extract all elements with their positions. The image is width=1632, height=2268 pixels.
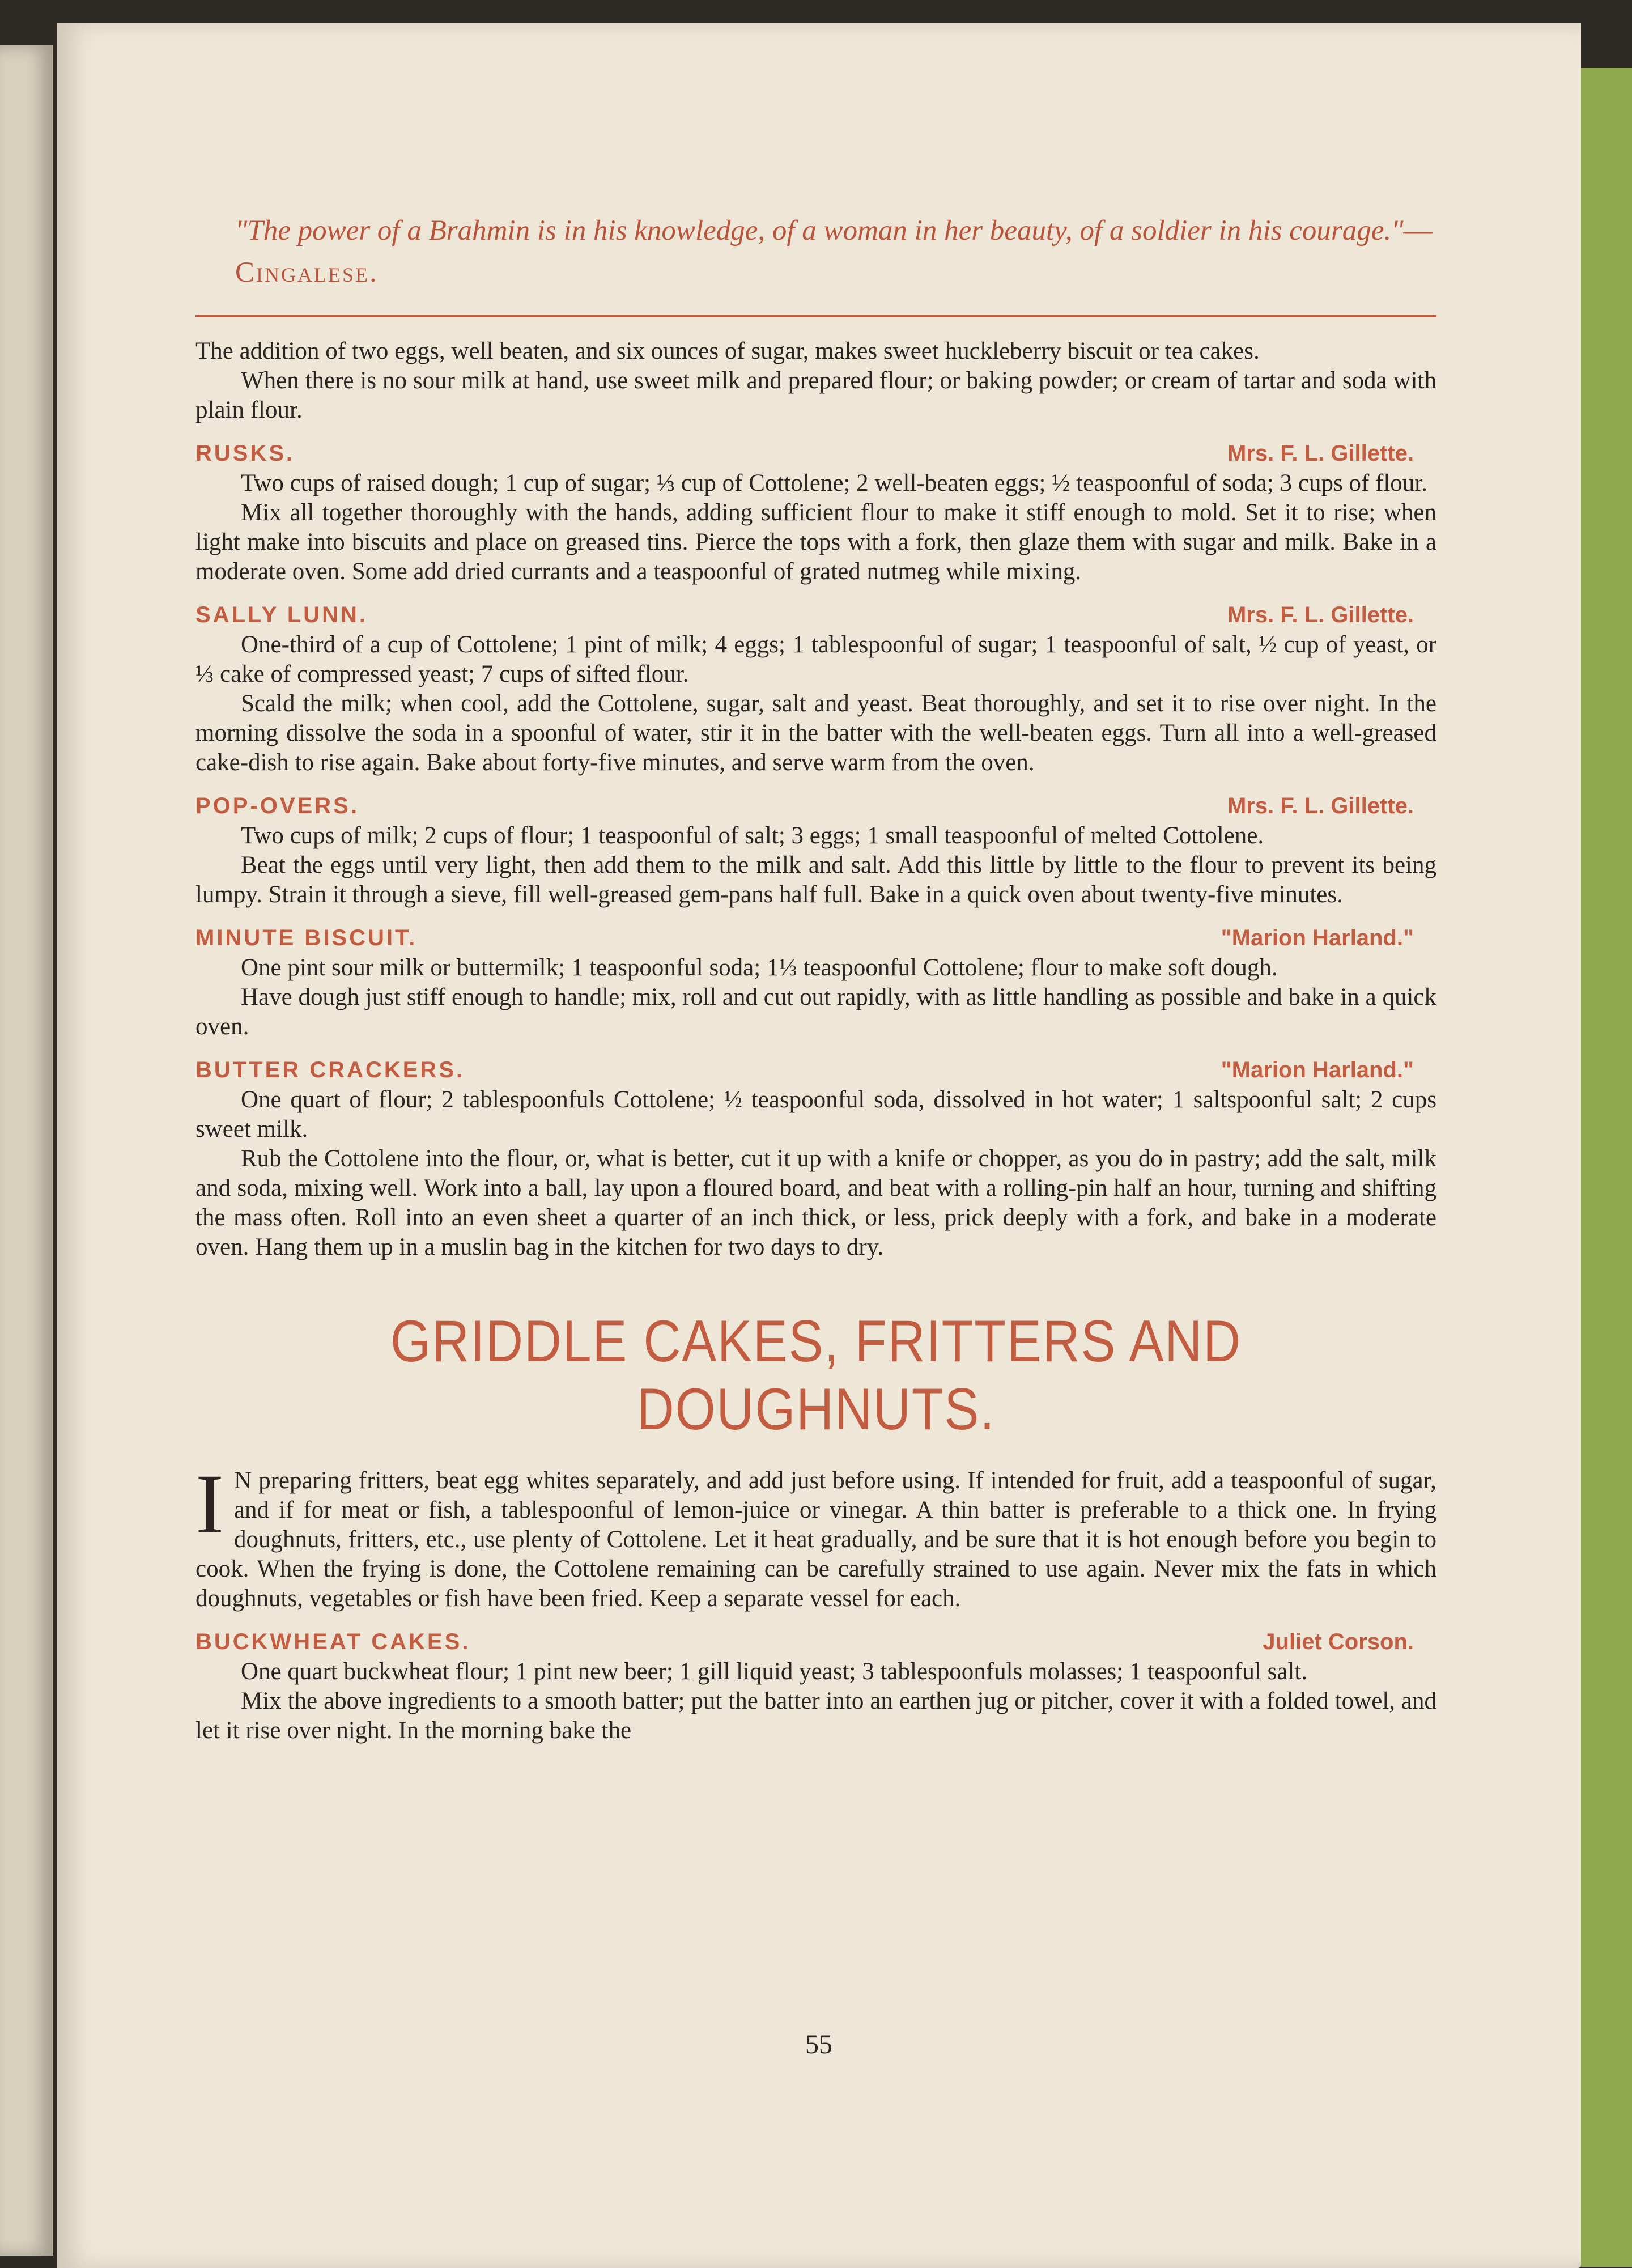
- recipe-ingredients: One pint sour milk or buttermilk; 1 teaspoonful soda; 1⅓ teaspoonful Cottolene; flour to make soft dough.: [241, 954, 1278, 981]
- recipe-author: Mrs. F. L. Gillette.: [1227, 793, 1414, 818]
- quote-attribution: —Cingalese.: [235, 215, 1434, 288]
- recipe-header: [196, 793, 1436, 819]
- recipe-directions: Mix the above ingredients to a smooth batter; put the batter into an earthen jug or pitcher, cover it with a folded towel, and let it rise over night. In the morning bake the: [196, 1688, 1436, 1744]
- section-intro-text: N preparing fritters, beat egg whites separately, and add just before using. If intended for fruit, add a teaspoonful of sugar, and if for meat or fish, a tablespoonful of lemon-juice or vinegar. A thin batter is preferable to a thick one. In frying doughnuts, fritters, etc., use plenty of Cottolene. Let it heat gradually, and be sure that it is hot enough before you begin to cook. When the frying is done, the Cottolene remaining can be carefully strained to use again. Never mix the fats in which doughnuts, vegetables or fish have been fried. Keep a separate vessel for each.: [196, 1467, 1436, 1612]
- recipe-directions: Mix all together thoroughly with the hands, adding sufficient flour to make it stiff enough to mold. Set it to rise; when light make into biscuits and place on greased tins. Pierce the tops with a fork, then glaze them with sugar and milk. Bake in a moderate oven. Some add dried currants and a teaspoonful of grated nutmeg while mixing.: [196, 499, 1436, 585]
- recipe-header: [196, 441, 1436, 466]
- recipe-author: Mrs. F. L. Gillette.: [1227, 441, 1414, 466]
- recipe-title: BUCKWHEAT CAKES.: [196, 1629, 471, 1654]
- recipe-directions: Rub the Cottolene into the flour, or, what is better, cut it up with a knife or chopper, as you do in pastry; add the salt, milk and soda, mixing well. Work into a ball, lay upon a floured board, and beat with a rolling-pin half an hour, turning and shifting the mass often. Roll into an even sheet a quarter of an inch thick, or less, prick deeply with a fork, and bake in a moderate oven. Hang them up in a muslin bag in the kitchen for two days to dry.: [196, 1145, 1436, 1260]
- recipe-ingredients: One quart buckwheat flour; 1 pint new beer; 1 gill liquid yeast; 3 tablespoonfuls molasses; 1 teaspoonful salt.: [241, 1658, 1308, 1685]
- recipe-title: SALLY LUNN.: [196, 602, 368, 627]
- page-number: 55: [805, 2029, 832, 2059]
- recipe-ingredients: Two cups of raised dough; 1 cup of sugar; ⅓ cup of Cottolene; 2 well-beaten eggs; ½ teaspoonful of soda; 3 cups of flour.: [241, 470, 1427, 496]
- recipe-author: Juliet Corson.: [1263, 1629, 1414, 1654]
- recipe-title: RUSKS.: [196, 441, 295, 466]
- drop-cap: I: [196, 1457, 224, 1551]
- recipe-header: [196, 925, 1436, 951]
- recipe-header: [196, 1057, 1436, 1083]
- recipe-title: MINUTE BISCUIT.: [196, 925, 418, 950]
- recipe-ingredients: Two cups of milk; 2 cups of flour; 1 teaspoonful of salt; 3 eggs; 1 small teaspoonful of melted Cottolene.: [241, 822, 1264, 849]
- intro-paragraph: The addition of two eggs, well beaten, and six ounces of sugar, makes sweet huckleberry biscuit or tea cakes.: [196, 338, 1260, 364]
- divider-rule: [196, 315, 1436, 317]
- recipe-header: [196, 602, 1436, 628]
- recipe-ingredients: One quart of flour; 2 tablespoonfuls Cottolene; ½ teaspoonful soda, dissolved in hot water; 1 saltspoonful salt; 2 cups sweet milk.: [196, 1086, 1436, 1143]
- recipe-directions: Beat the eggs until very light, then add them to the milk and salt. Add this little by little to the flour to prevent its being lumpy. Strain it through a sieve, fill well-greased gem-pans half full. Bake in a quick oven about twenty-five minutes.: [196, 852, 1436, 908]
- section-intro: [196, 1457, 1436, 1613]
- recipe-author: Mrs. F. L. Gillette.: [1227, 602, 1414, 627]
- recipe-title: BUTTER CRACKERS.: [196, 1057, 465, 1082]
- recipe-directions: Scald the milk; when cool, add the Cottolene, sugar, salt and yeast. Beat thoroughly, and set it to rise over night. In the morning dissolve the soda in a spoonful of water, stir it in the batter with the well-beaten eggs. Turn all into a well-greased cake-dish to rise again. Bake about forty-five minutes, and serve warm from the oven.: [196, 690, 1436, 776]
- recipe-title: POP-OVERS.: [196, 793, 359, 818]
- recipe-directions: Have dough just stiff enough to handle; mix, roll and cut out rapidly, with as little handling as possible and bake in a quick oven.: [196, 984, 1436, 1040]
- recipe-ingredients: One-third of a cup of Cottolene; 1 pint of milk; 4 eggs; 1 tablespoonful of sugar; 1 teaspoonful of salt, ½ cup of yeast, or ⅓ cake of compressed yeast; 7 cups of sifted flour.: [196, 631, 1436, 687]
- recipe-author: "Marion Harland.": [1221, 1057, 1414, 1082]
- recipe-author: "Marion Harland.": [1221, 925, 1414, 950]
- section-title: GRIDDLE CAKES, FRITTERS AND DOUGHNUTS.: [390, 1309, 1242, 1442]
- epigraph-quote: [196, 210, 1436, 294]
- intro-paragraph: When there is no sour milk at hand, use sweet milk and prepared flour; or baking powder; or cream of tartar and soda with plain flour.: [196, 367, 1436, 423]
- book-page: [57, 23, 1581, 2268]
- recipe-header: [196, 1629, 1436, 1655]
- page-content: [196, 210, 1436, 1745]
- left-page-edge: [0, 45, 53, 2256]
- quote-text: "The power of a Brahmin is in his knowledge, of a woman in her beauty, of a soldier in his courage.": [235, 215, 1404, 247]
